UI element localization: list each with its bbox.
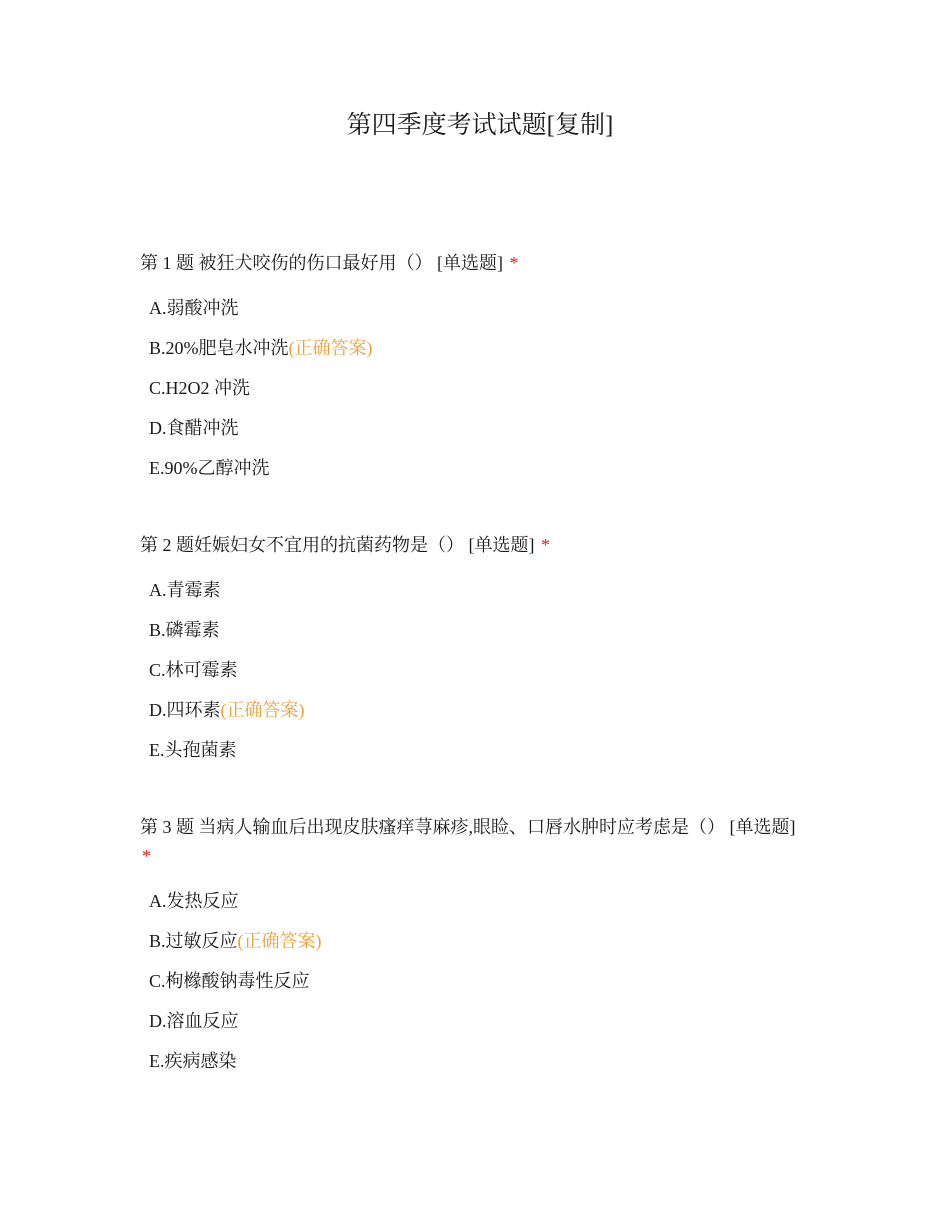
option-label: B.过敏反应	[149, 931, 238, 951]
option-c	[149, 368, 810, 408]
correct-answer-note: (正确答案)	[237, 931, 322, 951]
option-label: A.发热反应	[149, 891, 239, 911]
option-label: D.溶血反应	[149, 1011, 239, 1031]
question-type-tag: [单选题]	[437, 253, 503, 273]
question-title	[140, 813, 810, 871]
required-marker: *	[142, 846, 151, 866]
option-b	[149, 328, 810, 368]
option-label: C.枸橼酸钠毒性反应	[149, 971, 310, 991]
question-text: 第 2 题妊娠妇女不宜用的抗菌药物是（）	[140, 535, 469, 555]
option-e	[149, 730, 810, 770]
question-2	[140, 531, 810, 770]
option-d	[149, 1001, 810, 1041]
question-1	[140, 249, 810, 488]
option-e	[149, 448, 810, 488]
question-title	[140, 531, 810, 560]
question-title	[140, 249, 810, 278]
option-a	[149, 288, 810, 328]
question-type-tag: [单选题]	[729, 817, 796, 837]
option-label: A.弱酸冲洗	[149, 298, 239, 318]
option-label: D.四环素	[149, 700, 221, 720]
option-label: E.疾病感染	[149, 1051, 237, 1071]
option-label: D.食醋冲洗	[149, 418, 239, 438]
option-label: A.青霉素	[149, 580, 221, 600]
question-text: 第 3 题 当病人输血后出现皮肤瘙痒荨麻疹,眼睑、口唇水肿时应考虑是（）	[140, 817, 730, 837]
page-title: 第四季度考试试题[复制]	[346, 112, 614, 139]
option-b	[149, 610, 810, 650]
option-a	[149, 881, 810, 921]
option-b	[149, 921, 810, 961]
option-label: E.90%乙醇冲洗	[149, 458, 270, 478]
option-label: C.H2O2 冲洗	[149, 378, 251, 398]
question-type-tag: [单选题]	[468, 535, 535, 555]
question-3	[140, 813, 810, 1081]
correct-answer-note: (正确答案)	[288, 338, 373, 358]
option-label: C.林可霉素	[149, 660, 238, 680]
option-d	[149, 690, 810, 730]
required-marker: *	[541, 535, 550, 555]
option-c	[149, 650, 810, 690]
option-c	[149, 961, 810, 1001]
option-label: B.20%肥皂水冲洗	[149, 338, 289, 358]
option-label: B.磷霉素	[149, 620, 220, 640]
option-d	[149, 408, 810, 448]
required-marker: *	[509, 253, 519, 273]
option-e	[149, 1041, 810, 1081]
question-text: 第 1 题 被狂犬咬伤的伤口最好用（）	[140, 253, 437, 273]
option-a	[149, 570, 810, 610]
option-label: E.头孢菌素	[149, 740, 237, 760]
correct-answer-note: (正确答案)	[220, 700, 305, 720]
